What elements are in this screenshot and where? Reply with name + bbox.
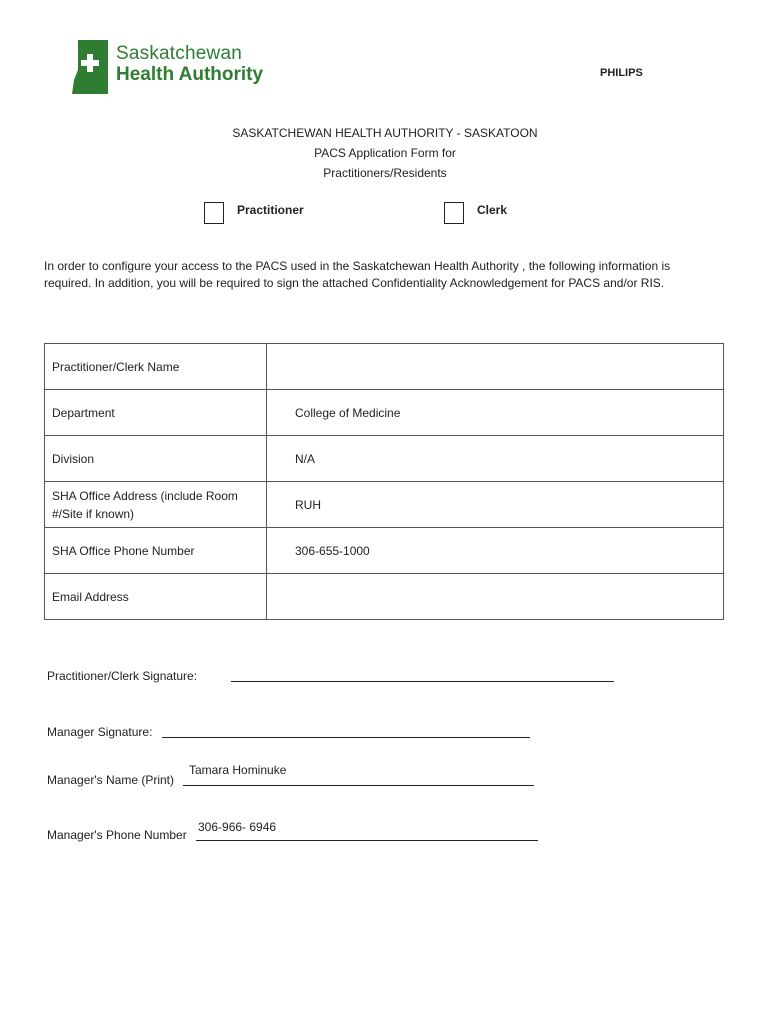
- field-label: Email Address: [45, 574, 267, 620]
- table-row: [45, 574, 724, 620]
- manager-signature-line[interactable]: [162, 737, 530, 738]
- field-label: Division: [45, 436, 267, 482]
- intro-paragraph: In order to configure your access to the PACS used in the Saskatchewan Health Authority , the following information is required. In addition, you will be required to sign the attached Confidentiality Acknowledgement for PACS and/or RIS.: [44, 259, 671, 290]
- field-label: SHA Office Address (include Room #/Site if known): [45, 482, 267, 528]
- manager-phone-label: Manager's Phone Number: [47, 828, 187, 842]
- manager-signature-label: Manager Signature:: [47, 725, 153, 739]
- logo-line2: Health Authority: [116, 64, 264, 85]
- form-title-line3: Practitioners/Residents: [323, 166, 447, 180]
- manager-name-value: Tamara Hominuke: [189, 763, 287, 777]
- table-row: [45, 390, 724, 436]
- sha-logo: [72, 40, 282, 96]
- table-row: [45, 436, 724, 482]
- practitioner-checkbox[interactable]: [204, 202, 224, 224]
- saskatchewan-map-cross-icon: [72, 40, 108, 94]
- partner-name: PHILIPS: [600, 67, 643, 79]
- logo-line1: Saskatchewan: [116, 43, 242, 64]
- field-label: Practitioner/Clerk Name: [45, 344, 267, 390]
- form-title-line2: PACS Application Form for: [314, 146, 456, 160]
- table-row: [45, 528, 724, 574]
- office-address-field[interactable]: RUH: [267, 482, 724, 528]
- form-title-line1: SASKATCHEWAN HEALTH AUTHORITY - SASKATOON: [232, 126, 538, 140]
- field-label: SHA Office Phone Number: [45, 528, 267, 574]
- clerk-checkbox[interactable]: [444, 202, 464, 224]
- manager-name-line[interactable]: [183, 785, 534, 786]
- manager-phone-value: 306-966- 6946: [198, 820, 277, 834]
- practitioner-signature-line[interactable]: [231, 681, 614, 682]
- email-field[interactable]: [267, 574, 724, 620]
- field-label: Department: [45, 390, 267, 436]
- practitioner-checkbox-label: Practitioner: [237, 203, 304, 217]
- table-row: [45, 482, 724, 528]
- practitioner-signature-label: Practitioner/Clerk Signature:: [47, 669, 198, 683]
- office-phone-field[interactable]: 306-655-1000: [267, 528, 724, 574]
- manager-name-label: Manager's Name (Print): [47, 773, 174, 787]
- name-field[interactable]: [267, 344, 724, 390]
- applicant-info-table: [44, 343, 724, 620]
- table-row: [45, 344, 724, 390]
- clerk-checkbox-label: Clerk: [477, 203, 508, 217]
- department-field[interactable]: College of Medicine: [267, 390, 724, 436]
- manager-phone-line[interactable]: [196, 840, 538, 841]
- division-field[interactable]: N/A: [267, 436, 724, 482]
